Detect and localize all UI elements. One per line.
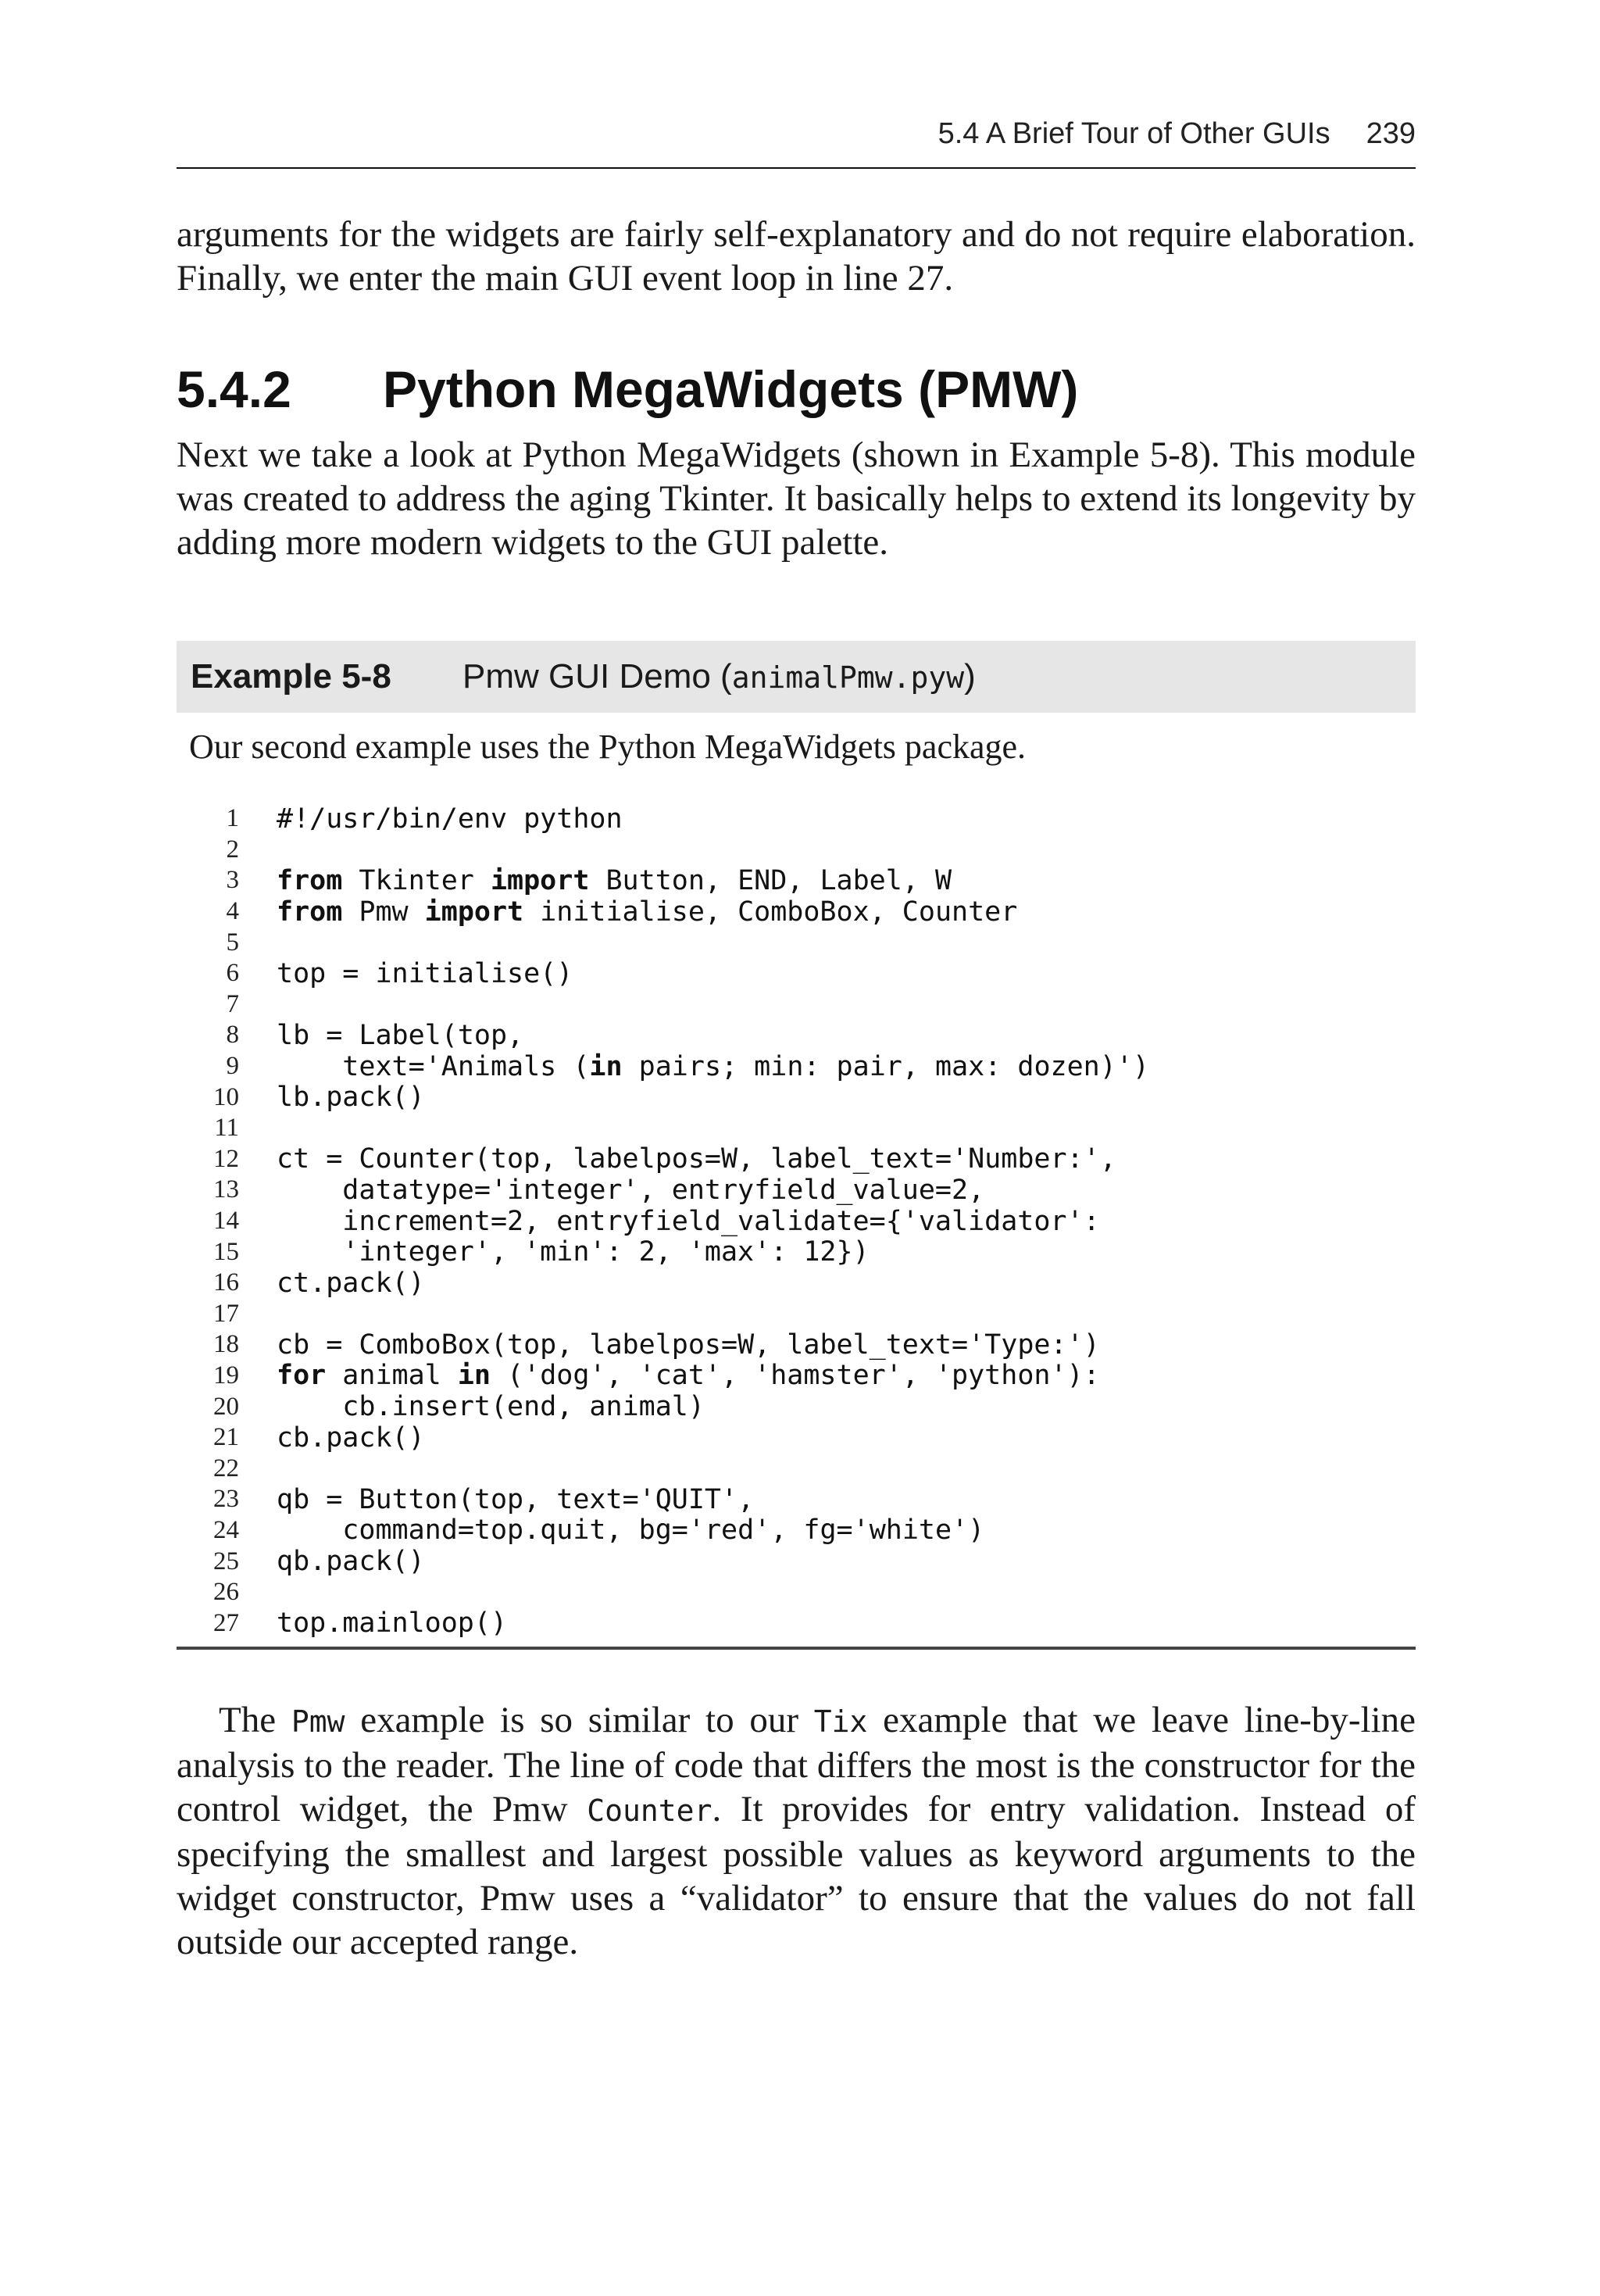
code-line bbox=[177, 1515, 1416, 1547]
code-text: increment=2, entryfield_validate={'validator': bbox=[342, 1205, 1100, 1237]
book-page bbox=[177, 117, 1416, 1964]
example-header bbox=[177, 641, 1416, 713]
code-line bbox=[177, 1484, 1416, 1515]
line-number: 18 bbox=[213, 1330, 239, 1359]
line-number: 11 bbox=[214, 1114, 239, 1143]
code-text: top = initialise() bbox=[277, 957, 573, 989]
section-heading bbox=[177, 359, 1416, 419]
code-text: ct.pack() bbox=[277, 1267, 425, 1299]
discussion-text-4: . It provides for entry validation. Instead of specifying the smallest and largest possible values as keyword arguments to the widget constructor, Pmw uses a “validator” to ensure that the values do not fall outside our accepted range. bbox=[177, 1789, 1416, 1963]
code-line bbox=[177, 803, 1416, 835]
line-number: 15 bbox=[213, 1237, 239, 1266]
code-line bbox=[177, 1299, 1416, 1330]
code-text: top.mainloop() bbox=[277, 1608, 508, 1640]
line-number: 22 bbox=[213, 1454, 239, 1482]
line-number: 4 bbox=[226, 897, 239, 926]
code-line bbox=[177, 1144, 1416, 1175]
code-line bbox=[177, 1577, 1416, 1608]
code-line bbox=[177, 1608, 1416, 1639]
running-head bbox=[177, 117, 1416, 169]
inline-code-counter: Counter bbox=[587, 1794, 712, 1829]
section-paragraph: Next we take a look at Python MegaWidgets (shown in Example 5-8). This module was created to address the aging Tkinter. It basically helps to extend its longevity by adding more modern widgets to the GUI palette. bbox=[177, 435, 1416, 563]
line-number: 5 bbox=[226, 928, 239, 957]
line-number: 16 bbox=[213, 1268, 239, 1297]
line-number: 19 bbox=[213, 1361, 239, 1389]
code-text: cb = ComboBox(top, labelpos=W, label_text='Type:') bbox=[277, 1329, 1100, 1361]
line-number: 2 bbox=[226, 835, 239, 864]
code-text: qb = Button(top, text='QUIT', bbox=[277, 1483, 755, 1515]
code-line bbox=[177, 989, 1416, 1021]
code-text: command=top.quit, bg='red', fg='white') bbox=[342, 1515, 985, 1547]
line-number: 9 bbox=[226, 1052, 239, 1081]
code-line bbox=[177, 1391, 1416, 1422]
code-line bbox=[177, 1236, 1416, 1268]
code-line bbox=[177, 1329, 1416, 1361]
page-number: 239 bbox=[1366, 117, 1416, 150]
example-caption: Our second example uses the Python MegaWidgets package. bbox=[189, 728, 1027, 766]
line-number: 13 bbox=[213, 1175, 239, 1204]
code-line bbox=[177, 1546, 1416, 1577]
code-line bbox=[177, 865, 1416, 896]
discussion-paragraph bbox=[177, 1698, 1416, 1964]
code-text: 'integer', 'min': 2, 'max': 12}) bbox=[277, 1236, 870, 1268]
line-number: 7 bbox=[226, 989, 239, 1018]
example-label: Example 5-8 bbox=[191, 657, 391, 696]
line-number: 26 bbox=[213, 1578, 239, 1607]
code-line bbox=[177, 1422, 1416, 1454]
example-title-close: ) bbox=[964, 657, 976, 696]
code-line bbox=[177, 927, 1416, 958]
code-line bbox=[177, 1206, 1416, 1237]
code-text: lb.pack() bbox=[277, 1082, 425, 1114]
code-text: datatype='integer', entryfield_value=2, bbox=[342, 1174, 985, 1206]
code-line bbox=[177, 1453, 1416, 1484]
line-number: 14 bbox=[213, 1207, 239, 1236]
code-text: for animal in ('dog', 'cat', 'hamster', 'python'): bbox=[277, 1360, 1100, 1392]
code-text: from Pmw import initialise, ComboBox, Counter bbox=[277, 896, 1018, 928]
discussion-text-1: The bbox=[219, 1700, 291, 1741]
line-number: 10 bbox=[213, 1082, 239, 1111]
code-line bbox=[177, 1361, 1416, 1392]
intro-paragraph: arguments for the widgets are fairly self-explanatory and do not require elaboration. Finally, we enter the main GUI event loop in line 27. bbox=[177, 214, 1416, 299]
line-number: 1 bbox=[226, 804, 239, 833]
code-line bbox=[177, 896, 1416, 928]
code-text: #!/usr/bin/env python bbox=[277, 803, 623, 835]
code-text: ct = Counter(top, labelpos=W, label_text='Number:', bbox=[277, 1143, 1116, 1175]
line-number: 27 bbox=[213, 1608, 239, 1637]
line-number: 21 bbox=[213, 1423, 239, 1452]
line-number: 20 bbox=[213, 1392, 239, 1421]
code-line bbox=[177, 835, 1416, 866]
discussion-text-3: example that we leave line-by-line analysis to the reader. The line of code that differs the most is the constructor for the control widget, the Pmw bbox=[177, 1700, 1416, 1830]
code-line bbox=[177, 958, 1416, 989]
section-number: 5.4.2 bbox=[177, 360, 291, 418]
code-text: cb.insert(end, animal) bbox=[342, 1391, 705, 1423]
section-title: Python MegaWidgets (PMW) bbox=[383, 360, 1079, 418]
code-line bbox=[177, 1051, 1416, 1082]
line-number: 17 bbox=[213, 1299, 239, 1328]
code-listing bbox=[177, 803, 1416, 1650]
code-text: cb.pack() bbox=[277, 1422, 425, 1454]
code-line bbox=[177, 1020, 1416, 1051]
line-number: 24 bbox=[213, 1515, 239, 1544]
code-line bbox=[177, 1113, 1416, 1144]
line-number: 6 bbox=[226, 959, 239, 988]
inline-code-pmw: Pmw bbox=[291, 1704, 345, 1740]
line-number: 3 bbox=[226, 866, 239, 895]
code-line bbox=[177, 1082, 1416, 1113]
code-line bbox=[177, 1175, 1416, 1206]
example-title bbox=[462, 657, 976, 696]
discussion-text-2: example is so similar to our bbox=[345, 1700, 814, 1741]
code-text: from Tkinter import Button, END, Label, W bbox=[277, 864, 952, 896]
example-title-text: Pmw GUI Demo ( bbox=[462, 657, 732, 696]
code-text: text='Animals (in pairs; min: pair, max: dozen)') bbox=[342, 1050, 1149, 1082]
line-number: 8 bbox=[226, 1021, 239, 1050]
code-text: lb = Label(top, bbox=[277, 1019, 524, 1051]
example-filename: animalPmw.pyw bbox=[731, 660, 965, 695]
inline-code-tix: Tix bbox=[813, 1704, 868, 1740]
code-line bbox=[177, 1268, 1416, 1299]
line-number: 23 bbox=[213, 1485, 239, 1514]
code-text: qb.pack() bbox=[277, 1546, 425, 1578]
line-number: 25 bbox=[213, 1547, 239, 1575]
line-number: 12 bbox=[213, 1144, 239, 1173]
running-head-section: 5.4 A Brief Tour of Other GUIs bbox=[938, 117, 1330, 150]
